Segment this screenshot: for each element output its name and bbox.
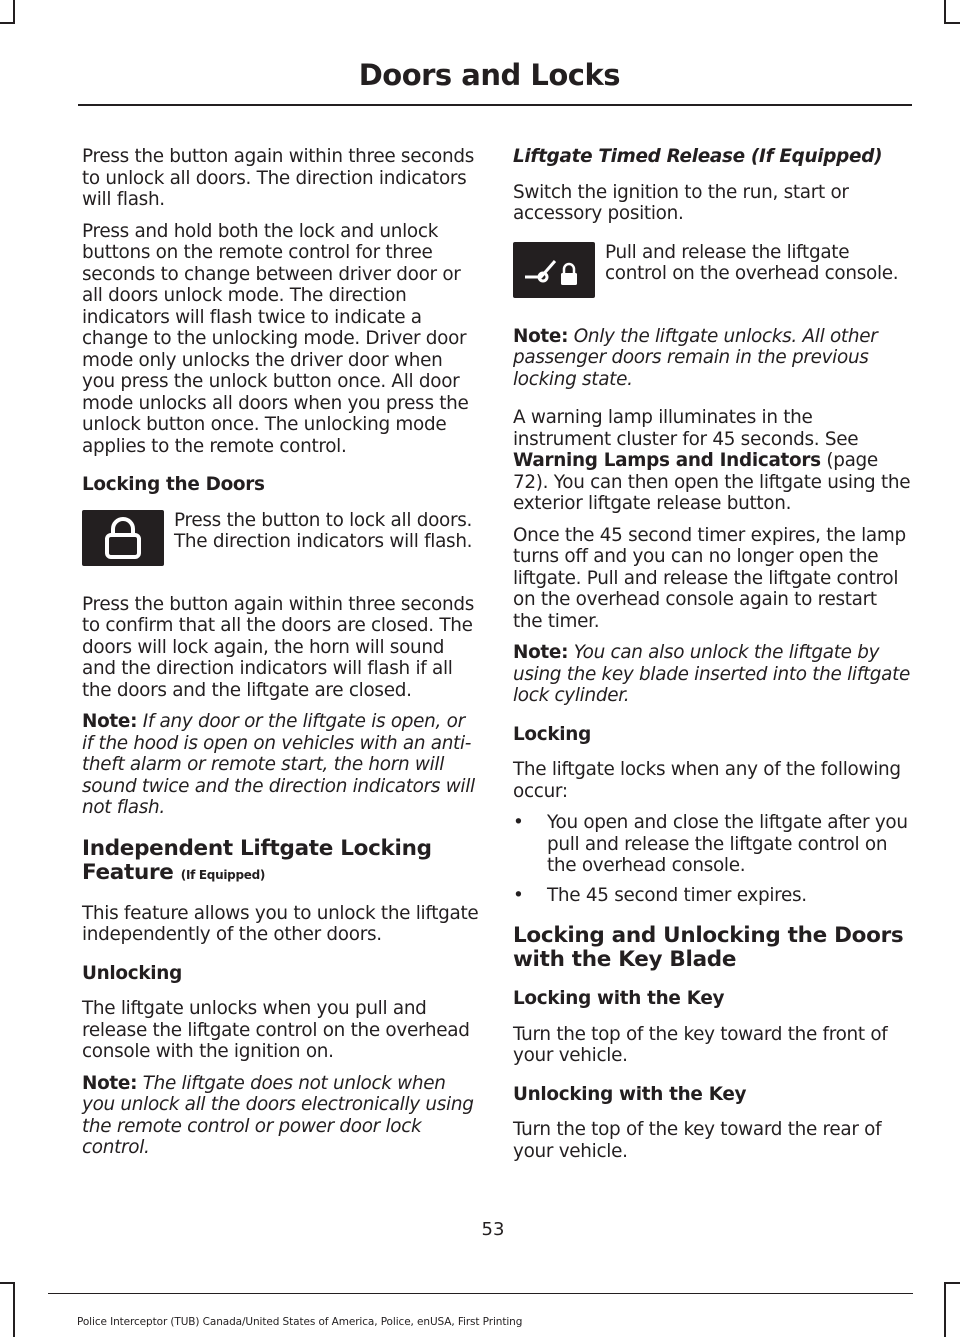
note <box>82 711 480 819</box>
crop-mark <box>13 0 15 22</box>
page-title: Doors and Locks <box>358 58 620 92</box>
text: (page 72). You can then open the liftgate using the exterior liftgate release button. <box>513 450 911 514</box>
subheading-locking-doors: Locking the Doors <box>82 474 265 495</box>
subheading-locking: Locking <box>513 723 591 745</box>
paragraph: Turn the top of the key toward the front of your vehicle. <box>513 1023 888 1066</box>
subheading-timed-release: Liftgate Timed Release (If Equipped) <box>513 146 883 167</box>
liftgate-instruction <box>513 242 911 312</box>
subheading-unlocking: Unlocking <box>82 962 182 984</box>
note <box>513 642 911 707</box>
crop-mark <box>944 1282 960 1284</box>
note-text: If any door or the liftgate is open, or if the hood is open on vehicles with an anti-theft alarm or remote start, the horn will sound twice and the direction indicators will not flash. <box>82 711 475 818</box>
left-column <box>82 146 480 1169</box>
cross-reference-link[interactable]: Warning Lamps and Indicators <box>513 450 821 471</box>
lock-text: Press the button to lock all doors. The direction indicators will flash. <box>174 509 473 552</box>
paragraph: The liftgate unlocks when you pull and release the liftgate control on the overhead console with the ignition on. <box>82 998 470 1062</box>
list-item <box>513 812 911 877</box>
note-label: Note: <box>82 1072 138 1094</box>
crop-mark <box>944 0 946 22</box>
paragraph: The liftgate locks when any of the following occur: <box>513 759 901 802</box>
paragraph <box>513 407 911 515</box>
header-divider <box>78 104 912 106</box>
bullet-list <box>513 812 911 906</box>
list-item <box>513 885 911 907</box>
note <box>513 326 911 391</box>
crop-mark <box>13 1282 15 1337</box>
note-label: Note: <box>82 711 138 732</box>
paragraph: Once the 45 second timer expires, the lamp turns off and you can no longer open the liftgate. Pull and release the liftgate control on the overhead console again to restart the timer. <box>513 524 906 632</box>
section-heading-independent-liftgate <box>82 837 480 887</box>
paragraph: Press the button again within three seconds to unlock all doors. The direction indicators will flash. <box>82 146 474 210</box>
paragraph: Press and hold both the lock and unlock buttons on the remote control for three seconds to change between driver door or all doors unlock mode. The direction indicators will flash twice to indicate a change to the unlocking mode. Driver door mode only unlocks the driver door when you press the unlock button once. All door mode unlocks all doors when you press the unlock button once. The unlocking mode applies to the remote control. <box>82 220 469 457</box>
right-column <box>513 146 911 1172</box>
note-label: Note: <box>513 642 569 663</box>
crop-mark <box>0 22 15 24</box>
paragraph: Turn the top of the key toward the rear of your vehicle. <box>513 1119 882 1162</box>
paragraph: Switch the ignition to the run, start or accessory position. <box>513 181 849 224</box>
crop-mark <box>944 1282 946 1337</box>
subheading-locking-key: Locking with the Key <box>513 988 725 1009</box>
bullet-marker: • <box>513 884 524 906</box>
subheading-unlocking-key: Unlocking with the Key <box>513 1083 747 1105</box>
liftgate-release-icon <box>513 242 595 298</box>
section-title: Independent Liftgate Locking Feature <box>82 835 432 885</box>
note-text: You can also unlock the liftgate by using the key blade inserted into the liftgate lock cylinder. <box>513 642 911 706</box>
note-text: Only the liftgate unlocks. All other passenger doors remain in the previous locking state. <box>513 325 878 390</box>
list-item-text: The 45 second timer expires. <box>547 884 807 906</box>
text: A warning lamp illuminates in the instrument cluster for 45 seconds. See <box>513 407 859 450</box>
note <box>82 1073 480 1159</box>
bullet-marker: • <box>513 812 524 833</box>
paragraph: This feature allows you to unlock the liftgate independently of the other doors. <box>82 902 479 945</box>
crop-mark <box>944 22 960 24</box>
page-number: 53 <box>481 1219 505 1240</box>
note-text: The liftgate does not unlock when you unlock all the doors electronically using the remote control or power door lock control. <box>82 1072 474 1158</box>
section-suffix: (If Equipped) <box>180 867 266 882</box>
list-item-text: You open and close the liftgate after you pull and release the liftgate control on the overhead console. <box>547 812 908 876</box>
lock-instruction <box>82 510 480 580</box>
paragraph: Press the button again within three seconds to confirm that all the doors are closed. The doors will lock again, the horn will sound and the direction indicators will flash if all the doors and the liftgate are closed. <box>82 593 474 701</box>
footer-divider <box>48 1293 913 1294</box>
footer-text: Police Interceptor (TUB) Canada/United States of America, Police, enUSA, First Printing <box>77 1316 523 1328</box>
padlock-icon <box>82 510 164 566</box>
note-label: Note: <box>513 325 569 347</box>
section-heading-key-blade: Locking and Unlocking the Doors with the Key Blade <box>513 923 904 972</box>
liftgate-text: Pull and release the liftgate control on the overhead console. <box>605 241 899 284</box>
